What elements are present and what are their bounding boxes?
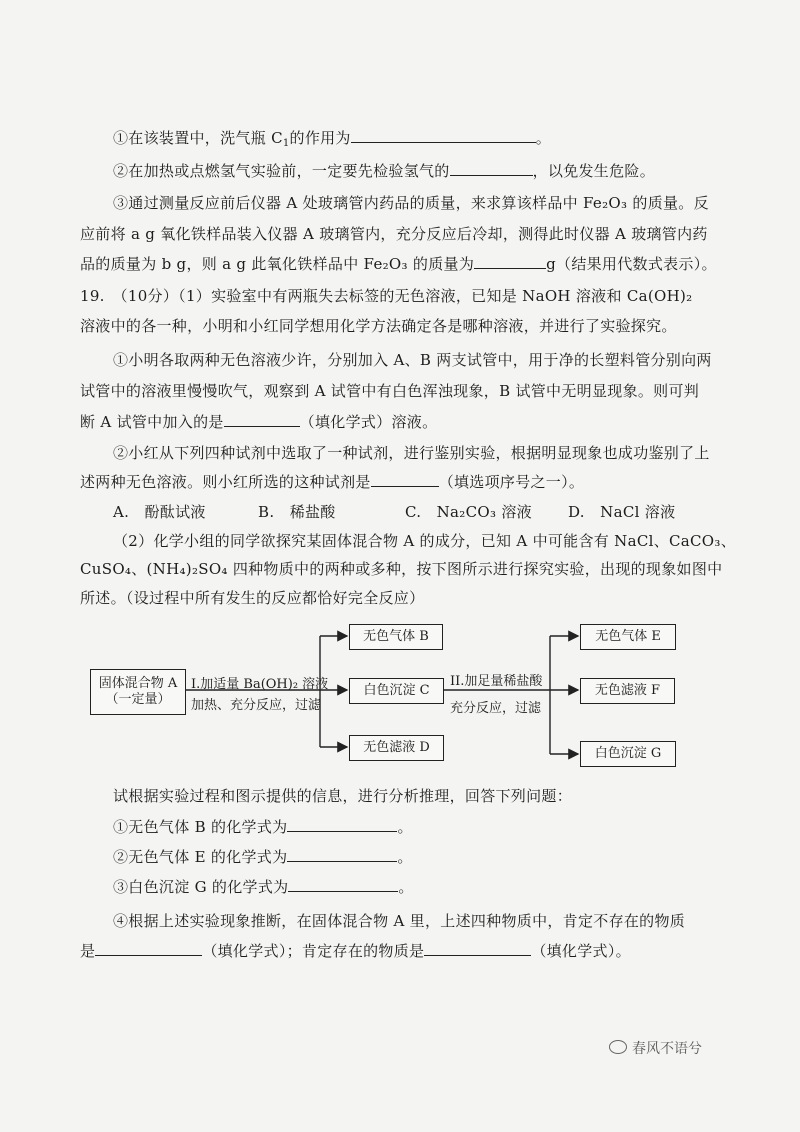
q19-heading-line1: 19. （10分）（1）实验室中有两瓶失去标签的无色溶液，已知是 NaOH 溶液和 Ca(OH)₂ xyxy=(80,287,693,305)
q19-p1-line2: 试管中的溶液里慢慢吹气，观察到 A 试管中有白色浑浊现象，B 试管中无明显现象。则可判 xyxy=(80,382,700,400)
box-filtrate-d: 无色滤液 D xyxy=(349,735,444,761)
answer-blank[interactable] xyxy=(95,941,202,956)
q18-item1: ①在该装置中，洗气瓶 $C_1$的作用为 。 xyxy=(113,129,552,149)
option-b[interactable]: B. 稀盐酸 xyxy=(258,503,336,521)
box-filtrate-f: 无色滤液 F xyxy=(580,678,675,704)
box-precipitate-c: 白色沉淀 C xyxy=(349,678,444,704)
answer-blank[interactable] xyxy=(287,847,397,862)
box-solid-mixture-a: 固体混合物 A （一定量） xyxy=(90,669,186,715)
q19-p2-line1: ②小红从下列四种试剂中选取了一种试剂，进行鉴别实验，根据明显现象也成功鉴别了上 xyxy=(113,444,710,462)
step2-reagent-label: II.加足量稀盐酸 xyxy=(450,674,543,689)
question-1: ①无色气体 B 的化学式为 。 xyxy=(113,818,413,836)
question-4-line2: 是 （填化学式）；肯定存在的物质是 （填化学式）。 xyxy=(80,942,631,960)
watermark-text: 春风不语兮 xyxy=(632,1041,702,1057)
box-gas-e: 无色气体 E xyxy=(580,624,676,650)
question-4-line1: ④根据上述实验现象推断，在固体混合物 A 里，上述四种物质中，肯定不存在的物质 xyxy=(113,912,686,930)
step1-reagent-label: I.加适量 Ba(OH)₂ 溶液 xyxy=(191,677,329,692)
question-3: ③白色沉淀 G 的化学式为 。 xyxy=(113,878,414,896)
option-a[interactable]: A. 酚酞试液 xyxy=(113,503,206,521)
questions-intro: 试根据实验过程和图示提供的信息，进行分析推理，回答下列问题： xyxy=(113,787,573,805)
answer-blank[interactable] xyxy=(288,877,398,892)
q18-item3-line2: 应前将 a g 氧化铁样品装入仪器 A 玻璃管内，充分反应后冷却，测得此时仪器 A 玻璃管内药 xyxy=(80,225,708,243)
box-gas-b: 无色气体 B xyxy=(349,624,443,650)
q18-item3-line3: 品的质量为 b g，则 a g 此氧化铁样品中 Fe₂O₃ 的质量为 g（结果用代数式表示）。 xyxy=(80,255,717,273)
q19-p1-line1: ①小明各取两种无色溶液少许，分别加入 A、B 两支试管中，用于净的长塑料管分别向两 xyxy=(113,351,712,369)
q19-part2-line1: （2）化学小组的同学欲探究某固体混合物 A 的成分，已知 A 中可能含有 NaCl、CaCO₃、 xyxy=(113,532,737,550)
wechat-icon xyxy=(609,1040,627,1054)
option-c[interactable]: C. Na₂CO₃ 溶液 xyxy=(405,503,532,521)
q18-item3-line1: ③通过测量反应前后仪器 A 处玻璃管内药品的质量，来求算该样品中 Fe₂O₃ 的质量。反 xyxy=(113,194,709,212)
box-precipitate-g: 白色沉淀 G xyxy=(580,741,676,767)
option-d[interactable]: D. NaCl 溶液 xyxy=(568,503,676,521)
question-2: ②无色气体 E 的化学式为 。 xyxy=(113,848,413,866)
answer-blank[interactable] xyxy=(424,941,531,956)
q19-part2-line2: CuSO₄、(NH₄)₂SO₄ 四种物质中的两种或多种，按下图所示进行探究实验，出现的现象如图中 xyxy=(80,560,723,578)
q19-p1-line3: 断 A 试管中加入的是 （填化学式）溶液。 xyxy=(80,413,438,431)
step2-condition-label: 充分反应，过滤 xyxy=(450,701,542,716)
answer-blank[interactable] xyxy=(287,817,397,832)
q19-p2-line2: 述两种无色溶液。则小红所选的这种试剂是 （填选项序号之一）。 xyxy=(80,473,585,491)
q19-heading-line2: 溶液中的各一种，小明和小红同学想用化学方法确定各是哪种溶液，并进行了实验探究。 xyxy=(80,317,677,335)
q18-item2: ②在加热或点燃氢气实验前，一定要先检验氢气的 ，以免发生危险。 xyxy=(113,162,656,180)
q19-part2-line3: 所述。（设过程中所有发生的反应都恰好完全反应） xyxy=(80,589,425,607)
step1-condition-label: 加热、充分反应，过滤 xyxy=(191,698,322,713)
